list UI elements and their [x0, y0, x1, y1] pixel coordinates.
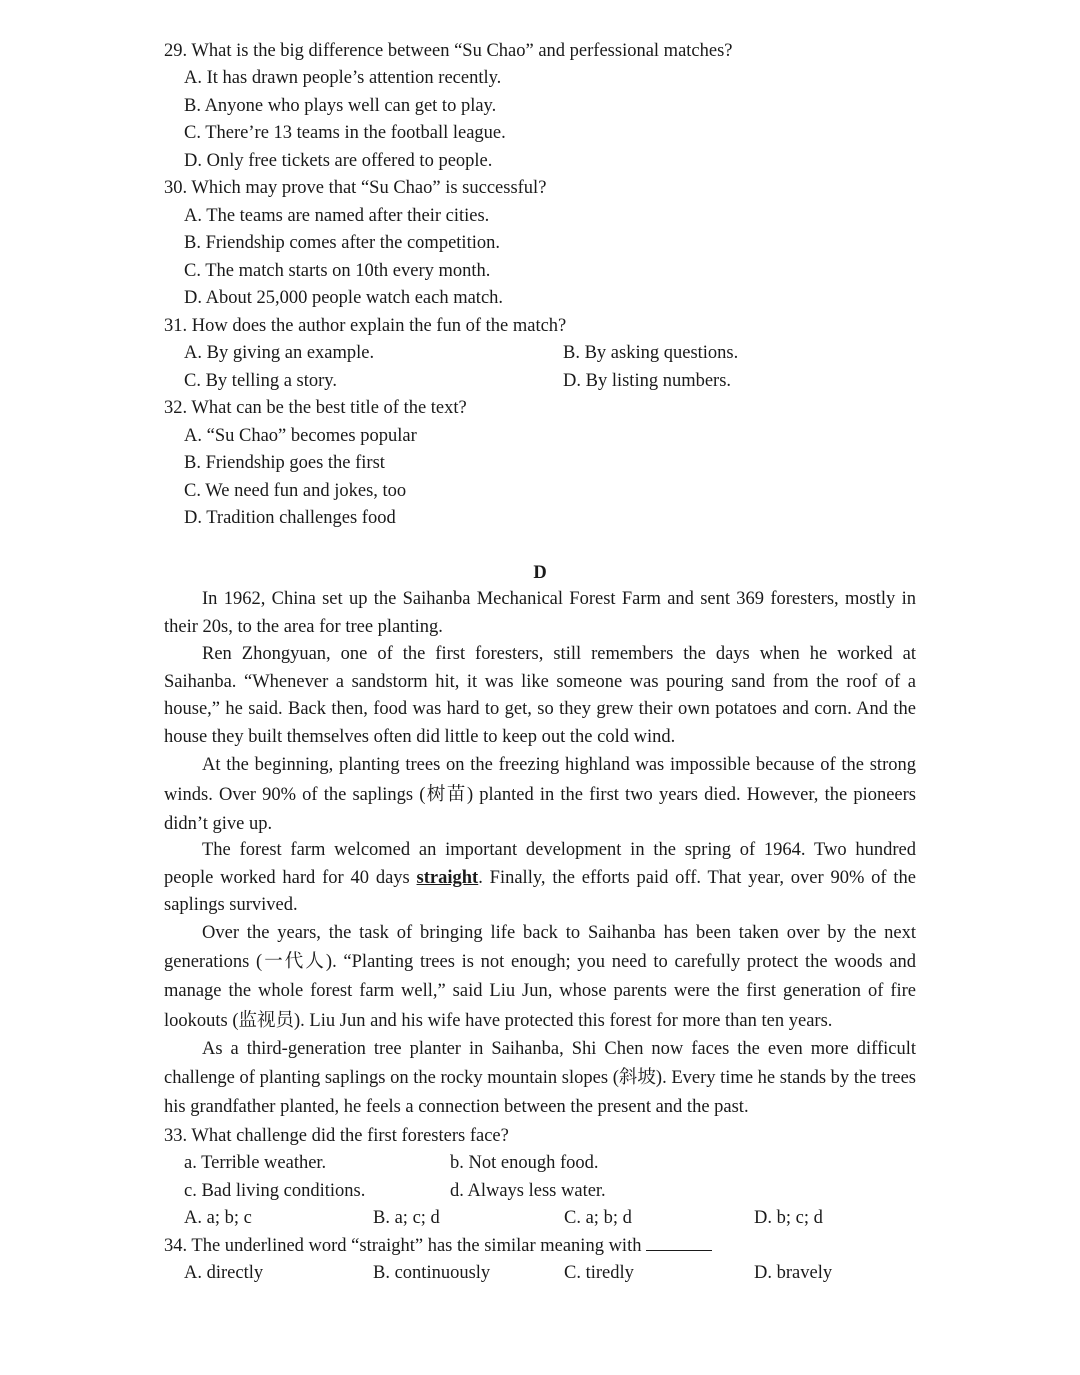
answer-blank	[646, 1236, 712, 1251]
q33-option-d: D. b; c; d	[754, 1208, 823, 1228]
q30-option-a: A. The teams are named after their cities.	[184, 206, 490, 226]
q29-option-c: C. There’re 13 teams in the football league.	[184, 123, 506, 143]
q32-option-d: D. Tradition challenges food	[184, 508, 396, 528]
q31-option-b: B. By asking questions.	[563, 343, 739, 363]
q30-stem: 30. Which may prove that “Su Chao” is successful?	[164, 178, 547, 198]
q33-item-c: c. Bad living conditions.	[184, 1181, 366, 1201]
q29-stem: 29. What is the big difference between “Su Chao” and perfessional matches?	[164, 41, 733, 61]
paragraph-4-text-before: The forest farm welcomed an important development in the spring of 1964. Two hundred people worked hard for 40 days	[164, 840, 916, 888]
q31-option-c: C. By telling a story.	[184, 371, 337, 391]
q29-option-d: D. Only free tickets are offered to people.	[184, 151, 493, 171]
q32-option-c: C. We need fun and jokes, too	[184, 481, 407, 501]
passage-paragraph-6: As a third-generation tree planter in Saihanba, Shi Chen now faces the even more difficult challenge of planting saplings on the rocky mountain slopes (斜坡). Every time he stands by the trees his grandfather planted, he feels a connection between the present and the past.	[164, 1039, 916, 1118]
q33-item-d: d. Always less water.	[450, 1181, 606, 1201]
passage-paragraph-1: In 1962, China set up the Saihanba Mechanical Forest Farm and sent 369 foresters, mostly in their 20s, to the area for tree planting.	[164, 589, 916, 637]
q33-stem: 33. What challenge did the first foresters face?	[164, 1126, 509, 1146]
q33-item-b: b. Not enough food.	[450, 1153, 599, 1173]
q34-stem: 34. The underlined word “straight” has the similar meaning with	[164, 1236, 642, 1256]
q34-stem-line	[164, 1235, 712, 1257]
q29-option-b: B. Anyone who plays well can get to play.	[184, 96, 497, 116]
q29-option-a: A. It has drawn people’s attention recently.	[184, 68, 502, 88]
q34-option-c: C. tiredly	[564, 1263, 634, 1283]
paragraph-4-text-after: . Finally, the efforts paid off. That year, over 90% of the saplings survived.	[164, 867, 916, 916]
q30-option-b: B. Friendship comes after the competition.	[184, 233, 500, 253]
passage-paragraph-5: Over the years, the task of bringing life back to Saihanba has been taken over by the next generations (一代人). “Planting trees is not enough; you need to carefully protect the woods and manage the whole forest farm well,” said Liu Jun, whose parents were the first generation of fire lookouts (监视员). Liu Jun and his wife have protected this forest for more than ten years.	[164, 923, 916, 1031]
q33-option-a: A. a; b; c	[184, 1208, 252, 1228]
q32-option-a: A. “Su Chao” becomes popular	[184, 426, 417, 446]
q32-stem: 32. What can be the best title of the text?	[164, 398, 467, 418]
q33-option-b: B. a; c; d	[373, 1208, 440, 1228]
q31-stem: 31. How does the author explain the fun of the match?	[164, 316, 567, 336]
q30-option-d: D. About 25,000 people watch each match.	[184, 288, 504, 308]
q31-option-a: A. By giving an example.	[184, 343, 375, 363]
passage-paragraph-4	[164, 837, 916, 920]
q32-option-b: B. Friendship goes the first	[184, 453, 385, 473]
passage-paragraph-3: At the beginning, planting trees on the freezing highland was impossible because of the strong winds. Over 90% of the saplings (树苗) planted in the first two years died. However, the pioneers didn’t give up.	[164, 755, 916, 834]
q33-item-a: a. Terrible weather.	[184, 1153, 327, 1173]
q33-option-c: C. a; b; d	[564, 1208, 632, 1228]
passage-paragraph-2: Ren Zhongyuan, one of the first foresters, still remembers the days when he worked at Saihanba. “Whenever a sandstorm hit, it was like someone was pouring sand from the roof of a house,” he said. Back then, food was hard to get, so they grew their own potatoes and corn. And the house they built themselves often did little to keep out the cold wind.	[164, 644, 916, 747]
q31-option-d: D. By listing numbers.	[563, 371, 732, 391]
section-heading: D	[533, 563, 547, 583]
q34-option-a: A. directly	[184, 1263, 264, 1283]
q34-option-d: D. bravely	[754, 1263, 833, 1283]
q34-option-b: B. continuously	[373, 1263, 491, 1283]
q30-option-c: C. The match starts on 10th every month.	[184, 261, 491, 281]
underlined-word-straight: straight	[416, 867, 479, 888]
